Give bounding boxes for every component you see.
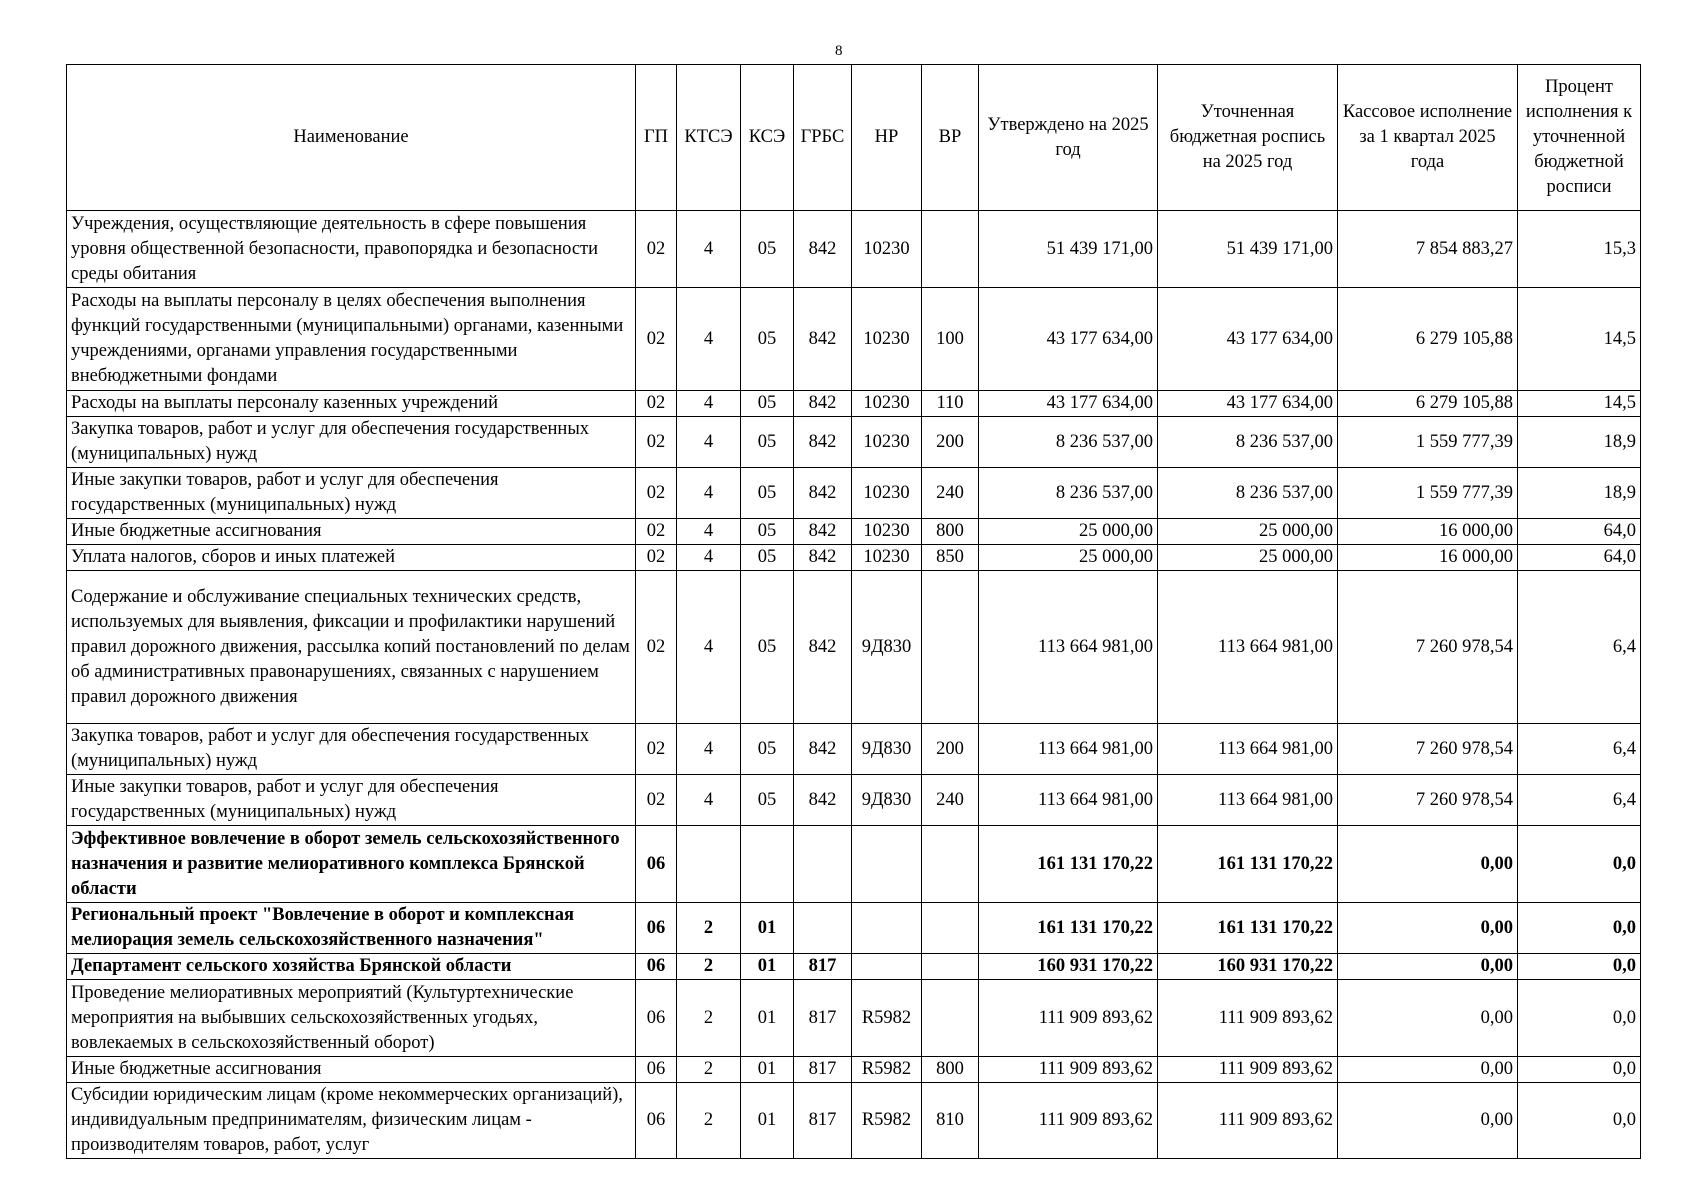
- cell-name: Иные закупки товаров, работ и услуг для обеспечения государственных (муниципальных) нужд: [67, 775, 636, 826]
- cell-refined: 111 909 893,62: [1158, 1083, 1338, 1159]
- cell-ktse: 2: [677, 1083, 741, 1159]
- table-row: [67, 288, 1641, 391]
- cell-nr: R5982: [852, 1057, 922, 1083]
- cell-gp: 06: [636, 1083, 677, 1159]
- cell-refined: 43 177 634,00: [1158, 391, 1338, 417]
- cell-refined: 113 664 981,00: [1158, 775, 1338, 826]
- cell-nr: 10230: [852, 545, 922, 571]
- cell-ktse: 4: [677, 519, 741, 545]
- cell-grbs: 842: [794, 724, 852, 775]
- cell-gp: 02: [636, 775, 677, 826]
- cell-kse: 05: [741, 545, 794, 571]
- cell-ktse: 2: [677, 1057, 741, 1083]
- cell-approved: 111 909 893,62: [979, 980, 1158, 1057]
- cell-percent: 6,4: [1518, 775, 1641, 826]
- cell-cash: 0,00: [1338, 1083, 1518, 1159]
- cell-nr: 9Д830: [852, 571, 922, 724]
- cell-kse: 05: [741, 391, 794, 417]
- header-kse: КСЭ: [741, 65, 794, 211]
- cell-approved: 160 931 170,22: [979, 954, 1158, 980]
- cell-nr: 9Д830: [852, 724, 922, 775]
- cell-approved: 8 236 537,00: [979, 417, 1158, 468]
- cell-kse: 05: [741, 775, 794, 826]
- table-row: [67, 1057, 1641, 1083]
- table-row: [67, 903, 1641, 954]
- cell-cash: 0,00: [1338, 1057, 1518, 1083]
- cell-name: Расходы на выплаты персоналу в целях обеспечения выполнения функций государственными (муниципальными) органами, казенными учреждениями, органами управления государственными внебюджетными фондами: [67, 288, 636, 391]
- cell-percent: 6,4: [1518, 724, 1641, 775]
- cell-grbs: 817: [794, 1083, 852, 1159]
- cell-refined: 25 000,00: [1158, 519, 1338, 545]
- cell-vr: [922, 954, 979, 980]
- cell-percent: 14,5: [1518, 288, 1641, 391]
- cell-approved: 161 131 170,22: [979, 826, 1158, 903]
- cell-gp: 06: [636, 954, 677, 980]
- cell-vr: 200: [922, 724, 979, 775]
- cell-kse: 01: [741, 1083, 794, 1159]
- cell-approved: 43 177 634,00: [979, 391, 1158, 417]
- cell-gp: 06: [636, 903, 677, 954]
- cell-approved: 51 439 171,00: [979, 211, 1158, 288]
- cell-gp: 02: [636, 545, 677, 571]
- cell-refined: 113 664 981,00: [1158, 724, 1338, 775]
- cell-vr: 800: [922, 519, 979, 545]
- header-name: Наименование: [67, 65, 636, 211]
- cell-refined: 160 931 170,22: [1158, 954, 1338, 980]
- table-row: [67, 724, 1641, 775]
- cell-vr: [922, 571, 979, 724]
- cell-cash: 1 559 777,39: [1338, 468, 1518, 519]
- cell-gp: 02: [636, 211, 677, 288]
- cell-refined: 51 439 171,00: [1158, 211, 1338, 288]
- cell-nr: [852, 903, 922, 954]
- cell-gp: 02: [636, 391, 677, 417]
- cell-approved: 25 000,00: [979, 519, 1158, 545]
- cell-nr: 10230: [852, 417, 922, 468]
- cell-vr: 850: [922, 545, 979, 571]
- cell-name: Закупка товаров, работ и услуг для обеспечения государственных (муниципальных) нужд: [67, 724, 636, 775]
- cell-name: Эффективное вовлечение в оборот земель сельскохозяйственного назначения и развитие мелиоративного комплекса Брянской области: [67, 826, 636, 903]
- cell-gp: 02: [636, 288, 677, 391]
- cell-refined: 161 131 170,22: [1158, 826, 1338, 903]
- cell-gp: 02: [636, 417, 677, 468]
- cell-percent: 0,0: [1518, 826, 1641, 903]
- cell-kse: 05: [741, 468, 794, 519]
- header-vr: ВР: [922, 65, 979, 211]
- cell-cash: 6 279 105,88: [1338, 391, 1518, 417]
- cell-nr: [852, 826, 922, 903]
- cell-gp: 02: [636, 468, 677, 519]
- header-percent: Процент исполнения к уточненной бюджетной росписи: [1518, 65, 1641, 211]
- cell-grbs: [794, 903, 852, 954]
- cell-grbs: 842: [794, 545, 852, 571]
- cell-vr: [922, 980, 979, 1057]
- header-approved: Утверждено на 2025 год: [979, 65, 1158, 211]
- cell-gp: 02: [636, 519, 677, 545]
- cell-grbs: [794, 826, 852, 903]
- table-row: [67, 571, 1641, 724]
- cell-nr: [852, 954, 922, 980]
- cell-ktse: 4: [677, 211, 741, 288]
- cell-cash: 16 000,00: [1338, 519, 1518, 545]
- cell-approved: 111 909 893,62: [979, 1057, 1158, 1083]
- cell-kse: 01: [741, 954, 794, 980]
- cell-gp: 06: [636, 1057, 677, 1083]
- budget-execution-table: [66, 64, 1641, 1159]
- cell-ktse: 4: [677, 391, 741, 417]
- cell-grbs: 817: [794, 980, 852, 1057]
- cell-percent: 18,9: [1518, 417, 1641, 468]
- cell-name: Иные бюджетные ассигнования: [67, 1057, 636, 1083]
- cell-kse: 05: [741, 519, 794, 545]
- cell-percent: 64,0: [1518, 545, 1641, 571]
- cell-name: Иные бюджетные ассигнования: [67, 519, 636, 545]
- header-ktse: КТСЭ: [677, 65, 741, 211]
- cell-cash: 0,00: [1338, 954, 1518, 980]
- cell-refined: 111 909 893,62: [1158, 1057, 1338, 1083]
- cell-grbs: 842: [794, 775, 852, 826]
- cell-kse: [741, 826, 794, 903]
- cell-gp: 02: [636, 571, 677, 724]
- cell-name: Содержание и обслуживание специальных технических средств, используемых для выявления, фиксации и профилактики нарушений правил дорожного движения, рассылка копий постановлений по делам об административных правонарушениях, связанных с нарушением правил дорожного движения: [67, 571, 636, 724]
- cell-ktse: 2: [677, 954, 741, 980]
- cell-name: Региональный проект "Вовлечение в оборот и комплексная мелиорация земель сельскохозяйственного назначения": [67, 903, 636, 954]
- cell-percent: 0,0: [1518, 1057, 1641, 1083]
- cell-nr: 10230: [852, 288, 922, 391]
- cell-approved: 113 664 981,00: [979, 571, 1158, 724]
- cell-percent: 0,0: [1518, 980, 1641, 1057]
- cell-vr: 240: [922, 775, 979, 826]
- cell-vr: 100: [922, 288, 979, 391]
- cell-percent: 64,0: [1518, 519, 1641, 545]
- table-body: [67, 211, 1641, 1159]
- cell-kse: 05: [741, 724, 794, 775]
- cell-vr: 800: [922, 1057, 979, 1083]
- cell-grbs: 842: [794, 417, 852, 468]
- cell-cash: 0,00: [1338, 980, 1518, 1057]
- cell-percent: 0,0: [1518, 954, 1641, 980]
- cell-cash: 7 260 978,54: [1338, 724, 1518, 775]
- table-row: [67, 417, 1641, 468]
- table-row: [67, 468, 1641, 519]
- cell-nr: 9Д830: [852, 775, 922, 826]
- cell-nr: 10230: [852, 391, 922, 417]
- cell-name: Субсидии юридическим лицам (кроме некоммерческих организаций), индивидуальным предпринимателям, физическим лицам - производителям товаров, работ, услуг: [67, 1083, 636, 1159]
- cell-kse: 05: [741, 417, 794, 468]
- cell-approved: 8 236 537,00: [979, 468, 1158, 519]
- cell-percent: 0,0: [1518, 903, 1641, 954]
- cell-kse: 01: [741, 980, 794, 1057]
- table-row: [67, 545, 1641, 571]
- table-row: [67, 954, 1641, 980]
- cell-kse: 05: [741, 571, 794, 724]
- cell-ktse: [677, 826, 741, 903]
- table-row: [67, 519, 1641, 545]
- cell-cash: 6 279 105,88: [1338, 288, 1518, 391]
- cell-gp: 02: [636, 724, 677, 775]
- table-header-row: [67, 65, 1641, 211]
- cell-nr: 10230: [852, 211, 922, 288]
- cell-vr: 200: [922, 417, 979, 468]
- cell-cash: 7 260 978,54: [1338, 571, 1518, 724]
- cell-vr: 240: [922, 468, 979, 519]
- page-number: 8: [835, 43, 843, 59]
- cell-cash: 7 854 883,27: [1338, 211, 1518, 288]
- cell-ktse: 4: [677, 571, 741, 724]
- cell-name: Департамент сельского хозяйства Брянской области: [67, 954, 636, 980]
- cell-ktse: 4: [677, 468, 741, 519]
- cell-vr: 110: [922, 391, 979, 417]
- cell-vr: 810: [922, 1083, 979, 1159]
- table-row: [67, 211, 1641, 288]
- cell-grbs: 817: [794, 1057, 852, 1083]
- cell-name: Закупка товаров, работ и услуг для обеспечения государственных (муниципальных) нужд: [67, 417, 636, 468]
- cell-refined: 8 236 537,00: [1158, 468, 1338, 519]
- cell-ktse: 4: [677, 288, 741, 391]
- cell-nr: 10230: [852, 468, 922, 519]
- table-row: [67, 391, 1641, 417]
- cell-name: Иные закупки товаров, работ и услуг для обеспечения государственных (муниципальных) нужд: [67, 468, 636, 519]
- cell-ktse: 4: [677, 545, 741, 571]
- cell-cash: 0,00: [1338, 826, 1518, 903]
- cell-approved: 111 909 893,62: [979, 1083, 1158, 1159]
- cell-grbs: 842: [794, 288, 852, 391]
- cell-cash: 0,00: [1338, 903, 1518, 954]
- header-grbs: ГРБС: [794, 65, 852, 211]
- cell-ktse: 4: [677, 417, 741, 468]
- cell-vr: [922, 826, 979, 903]
- cell-refined: 161 131 170,22: [1158, 903, 1338, 954]
- cell-ktse: 2: [677, 980, 741, 1057]
- cell-refined: 113 664 981,00: [1158, 571, 1338, 724]
- cell-ktse: 4: [677, 775, 741, 826]
- cell-nr: R5982: [852, 980, 922, 1057]
- table-row: [67, 1083, 1641, 1159]
- cell-percent: 15,3: [1518, 211, 1641, 288]
- cell-kse: 01: [741, 903, 794, 954]
- cell-approved: 25 000,00: [979, 545, 1158, 571]
- cell-refined: 43 177 634,00: [1158, 288, 1338, 391]
- cell-grbs: 842: [794, 391, 852, 417]
- header-refined: Уточненная бюджетная роспись на 2025 год: [1158, 65, 1338, 211]
- cell-name: Расходы на выплаты персоналу казенных учреждений: [67, 391, 636, 417]
- cell-vr: [922, 903, 979, 954]
- cell-grbs: 842: [794, 468, 852, 519]
- cell-refined: 111 909 893,62: [1158, 980, 1338, 1057]
- cell-approved: 113 664 981,00: [979, 724, 1158, 775]
- cell-vr: [922, 211, 979, 288]
- cell-cash: 7 260 978,54: [1338, 775, 1518, 826]
- cell-grbs: 842: [794, 519, 852, 545]
- cell-percent: 0,0: [1518, 1083, 1641, 1159]
- cell-approved: 43 177 634,00: [979, 288, 1158, 391]
- table-row: [67, 826, 1641, 903]
- cell-ktse: 4: [677, 724, 741, 775]
- cell-percent: 14,5: [1518, 391, 1641, 417]
- cell-kse: 01: [741, 1057, 794, 1083]
- cell-approved: 161 131 170,22: [979, 903, 1158, 954]
- cell-nr: 10230: [852, 519, 922, 545]
- header-nr: НР: [852, 65, 922, 211]
- cell-grbs: 842: [794, 571, 852, 724]
- cell-nr: R5982: [852, 1083, 922, 1159]
- cell-cash: 1 559 777,39: [1338, 417, 1518, 468]
- cell-name: Учреждения, осуществляющие деятельность в сфере повышения уровня общественной безопасности, правопорядка и безопасности среды обитания: [67, 211, 636, 288]
- table-row: [67, 980, 1641, 1057]
- cell-grbs: 842: [794, 211, 852, 288]
- cell-kse: 05: [741, 288, 794, 391]
- cell-name: Проведение мелиоративных мероприятий (Культуртехнические мероприятия на выбывших сельскохозяйственных угодьях, вовлекаемых в сельскохозяйственный оборот): [67, 980, 636, 1057]
- table-row: [67, 775, 1641, 826]
- cell-percent: 18,9: [1518, 468, 1641, 519]
- cell-percent: 6,4: [1518, 571, 1641, 724]
- cell-refined: 25 000,00: [1158, 545, 1338, 571]
- cell-ktse: 2: [677, 903, 741, 954]
- header-cash: Кассовое исполнение за 1 квартал 2025 года: [1338, 65, 1518, 211]
- cell-gp: 06: [636, 826, 677, 903]
- header-gp: ГП: [636, 65, 677, 211]
- cell-gp: 06: [636, 980, 677, 1057]
- cell-grbs: 817: [794, 954, 852, 980]
- cell-kse: 05: [741, 211, 794, 288]
- cell-cash: 16 000,00: [1338, 545, 1518, 571]
- cell-name: Уплата налогов, сборов и иных платежей: [67, 545, 636, 571]
- cell-refined: 8 236 537,00: [1158, 417, 1338, 468]
- cell-approved: 113 664 981,00: [979, 775, 1158, 826]
